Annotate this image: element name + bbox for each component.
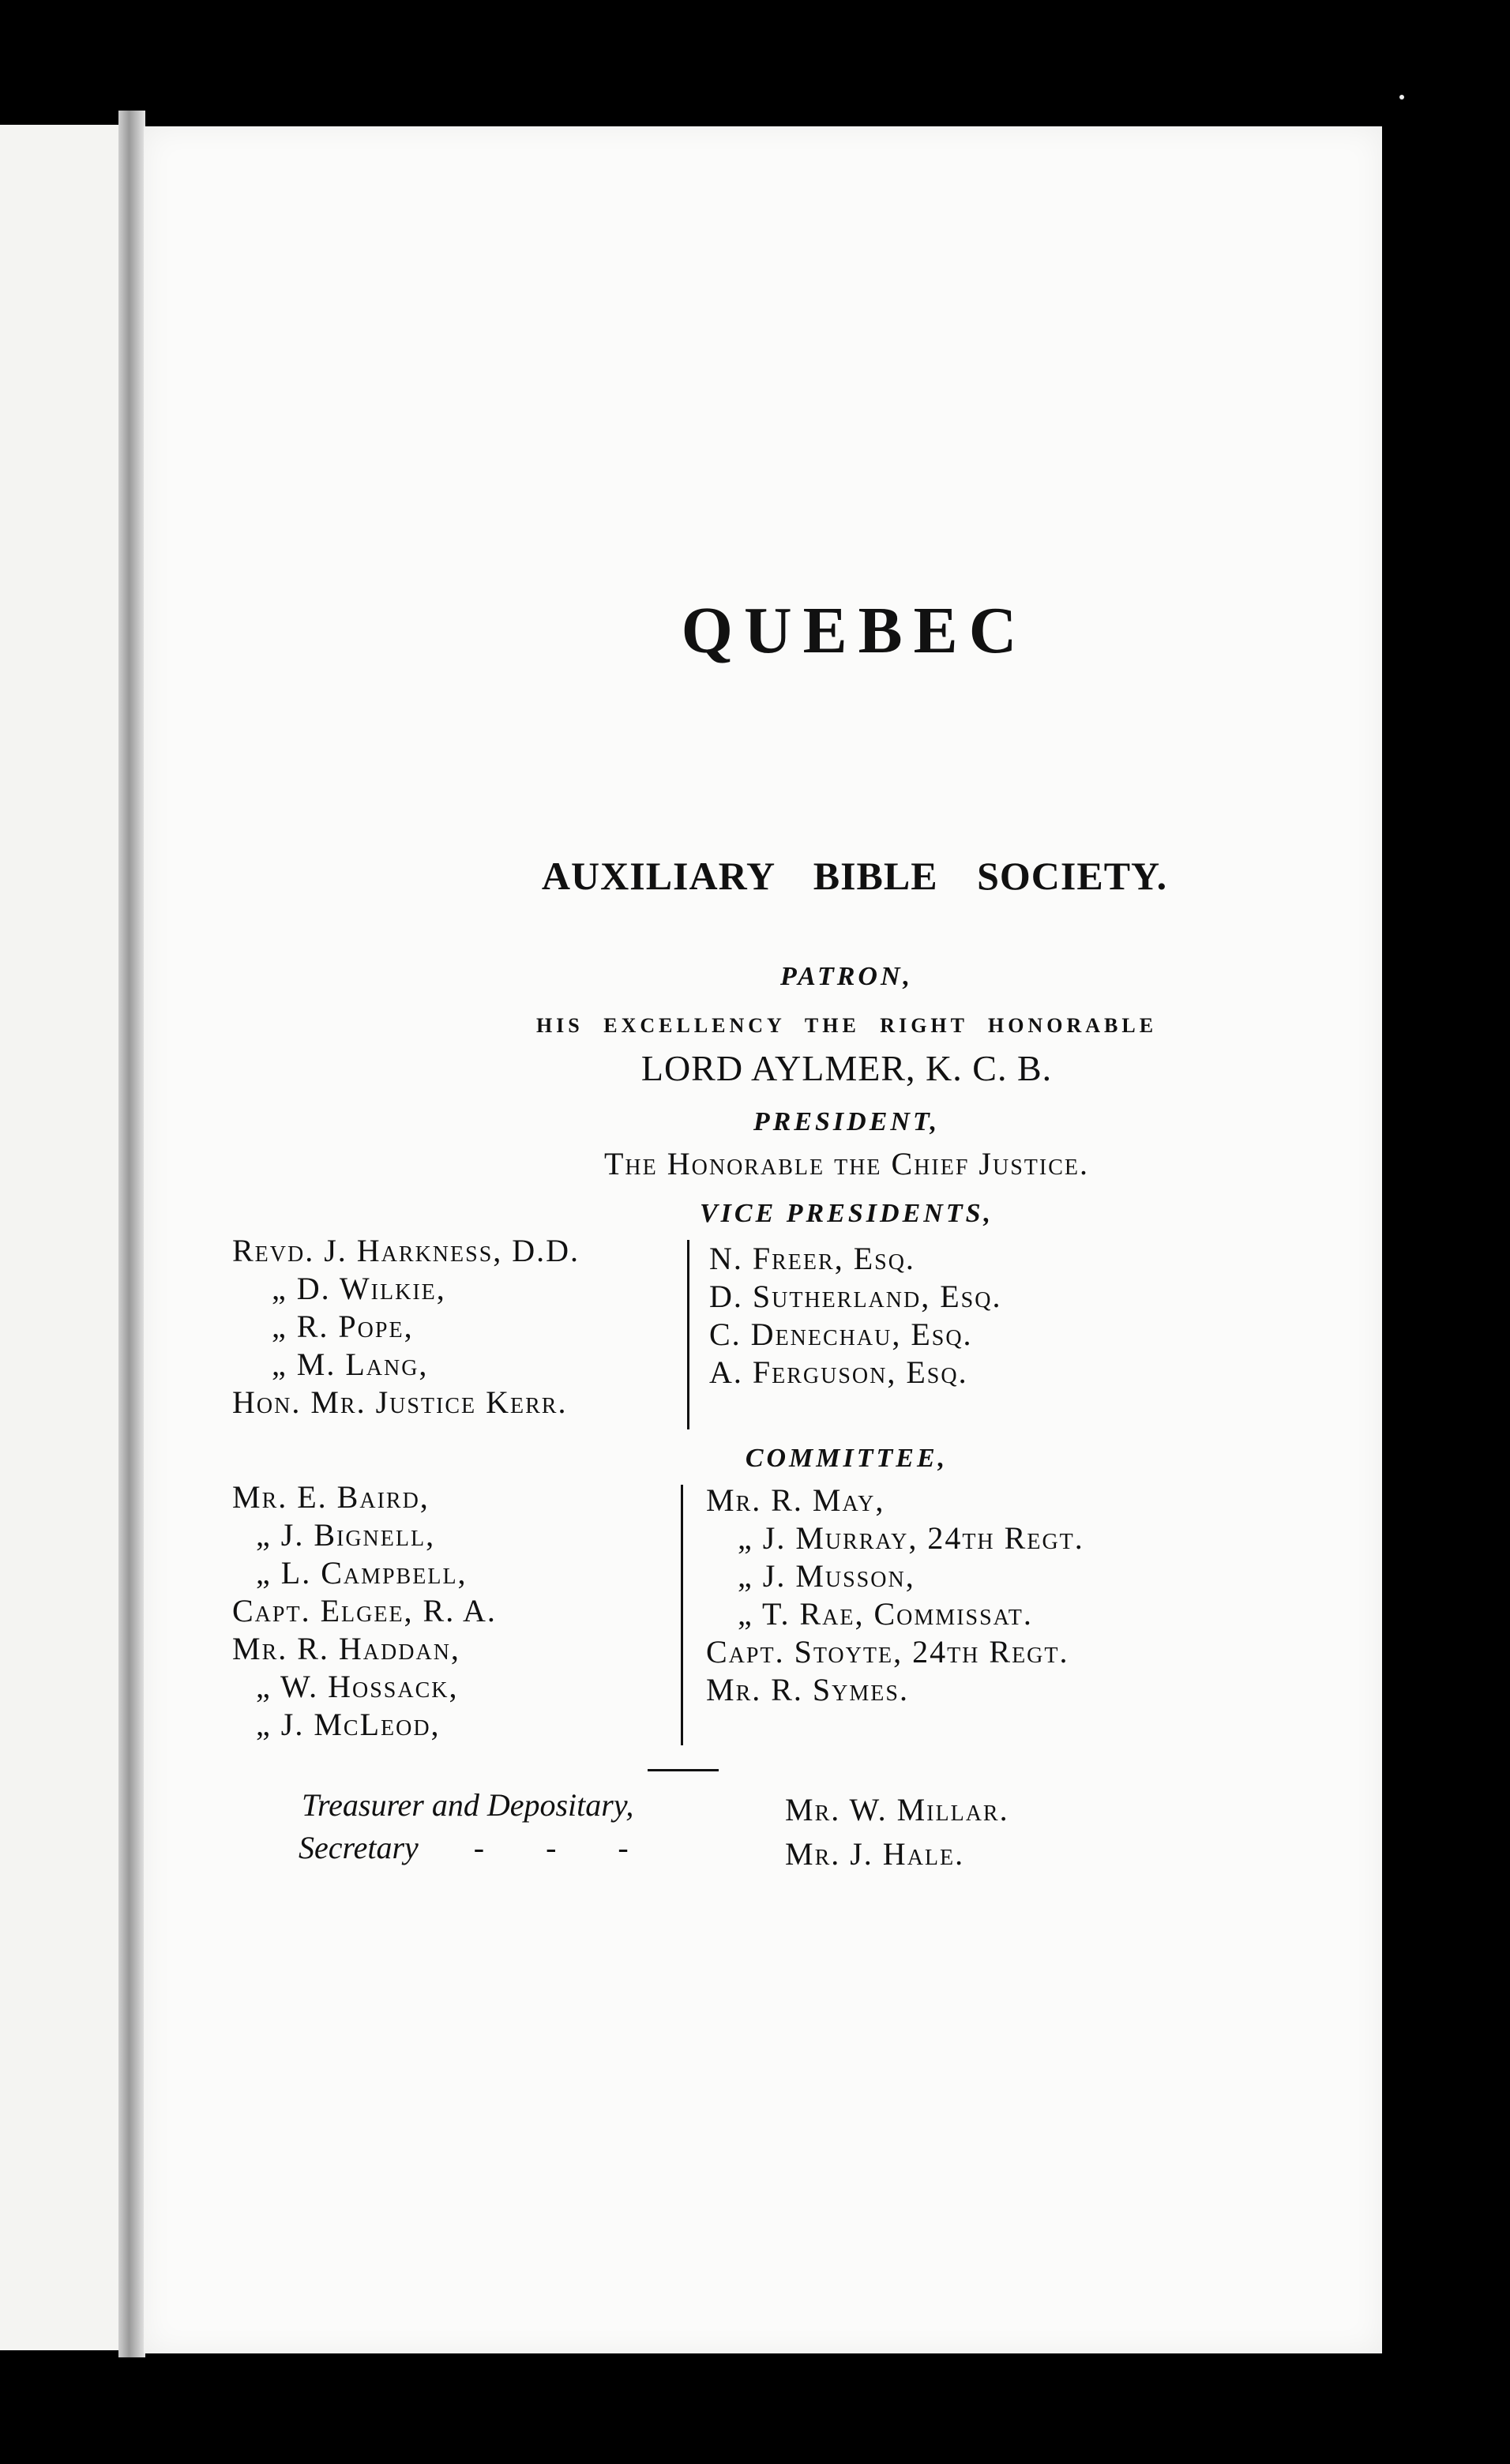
treasurer-name: Mr. W. Millar. [785, 1792, 1009, 1827]
page-title: QUEBEC [681, 594, 1028, 667]
list-item: Mr. R. May, [706, 1482, 885, 1518]
committee-right [706, 1482, 1084, 1709]
officer-title: Treasurer and Depositary, [302, 1787, 634, 1823]
list-item: N. Freer, Esq. [709, 1241, 915, 1276]
list-item: „ W. Hossack, [256, 1669, 459, 1704]
president-line: The Honorable the Chief Justice. [604, 1146, 1089, 1181]
list-item: „ J. McLeod, [256, 1707, 441, 1742]
list-item: „ J. Bignell, [256, 1517, 436, 1553]
treasurer-label [302, 1786, 633, 1824]
vice-presidents-left [232, 1232, 580, 1422]
list-item: „ J. Murray, 24th Regt. [738, 1520, 1084, 1556]
column-divider [681, 1485, 683, 1745]
leader-dashes: - - - [473, 1830, 655, 1865]
vice-presidents-right [709, 1240, 1001, 1392]
secretary-label [299, 1829, 655, 1866]
list-item: „ D. Wilkie, [272, 1271, 446, 1306]
list-item: „ M. Lang, [272, 1347, 429, 1382]
patron-line-2: LORD AYLMER, K. C. B. [640, 1048, 1053, 1088]
president-heading: PRESIDENT, [753, 1107, 941, 1136]
list-item: D. Sutherland, Esq. [709, 1279, 1002, 1314]
page [144, 126, 1382, 2353]
list-item: „ R. Pope, [272, 1309, 414, 1344]
dust-speck [1399, 95, 1404, 100]
list-item: A. Ferguson, Esq. [709, 1354, 968, 1390]
committee-heading: COMMITTEE, [745, 1444, 948, 1473]
list-item: C. Denechau, Esq. [709, 1317, 973, 1352]
page-subtitle: AUXILIARY BIBLE SOCIETY. [541, 854, 1168, 898]
page-content [144, 126, 1382, 2353]
committee-left [232, 1478, 497, 1744]
list-item: Mr. E. Baird, [232, 1479, 430, 1515]
list-item: Revd. J. Harkness, D.D. [232, 1233, 580, 1268]
patron-line-1: HIS EXCELLENCY THE RIGHT HONORABLE [535, 1014, 1158, 1037]
officer-title: Secretary [299, 1830, 419, 1865]
list-item: „ J. Musson, [738, 1558, 915, 1594]
list-item: Capt. Elgee, R. A. [232, 1593, 497, 1628]
patron-heading: PATRON, [779, 962, 914, 991]
list-item: Hon. Mr. Justice Kerr. [232, 1384, 568, 1420]
left-page-edge [0, 125, 126, 2350]
list-item: Mr. R. Haddan, [232, 1631, 460, 1666]
list-item: „ L. Campbell, [256, 1555, 468, 1591]
section-rule [648, 1769, 719, 1771]
list-item: Mr. R. Symes. [706, 1672, 909, 1707]
secretary-name: Mr. J. Hale. [785, 1836, 965, 1872]
column-divider [687, 1240, 689, 1429]
vice-presidents-heading: VICE PRESIDENTS, [700, 1199, 994, 1228]
list-item: „ T. Rae, Commissat. [738, 1596, 1033, 1632]
list-item: Capt. Stoyte, 24th Regt. [706, 1634, 1069, 1670]
book-gutter [118, 111, 145, 2357]
